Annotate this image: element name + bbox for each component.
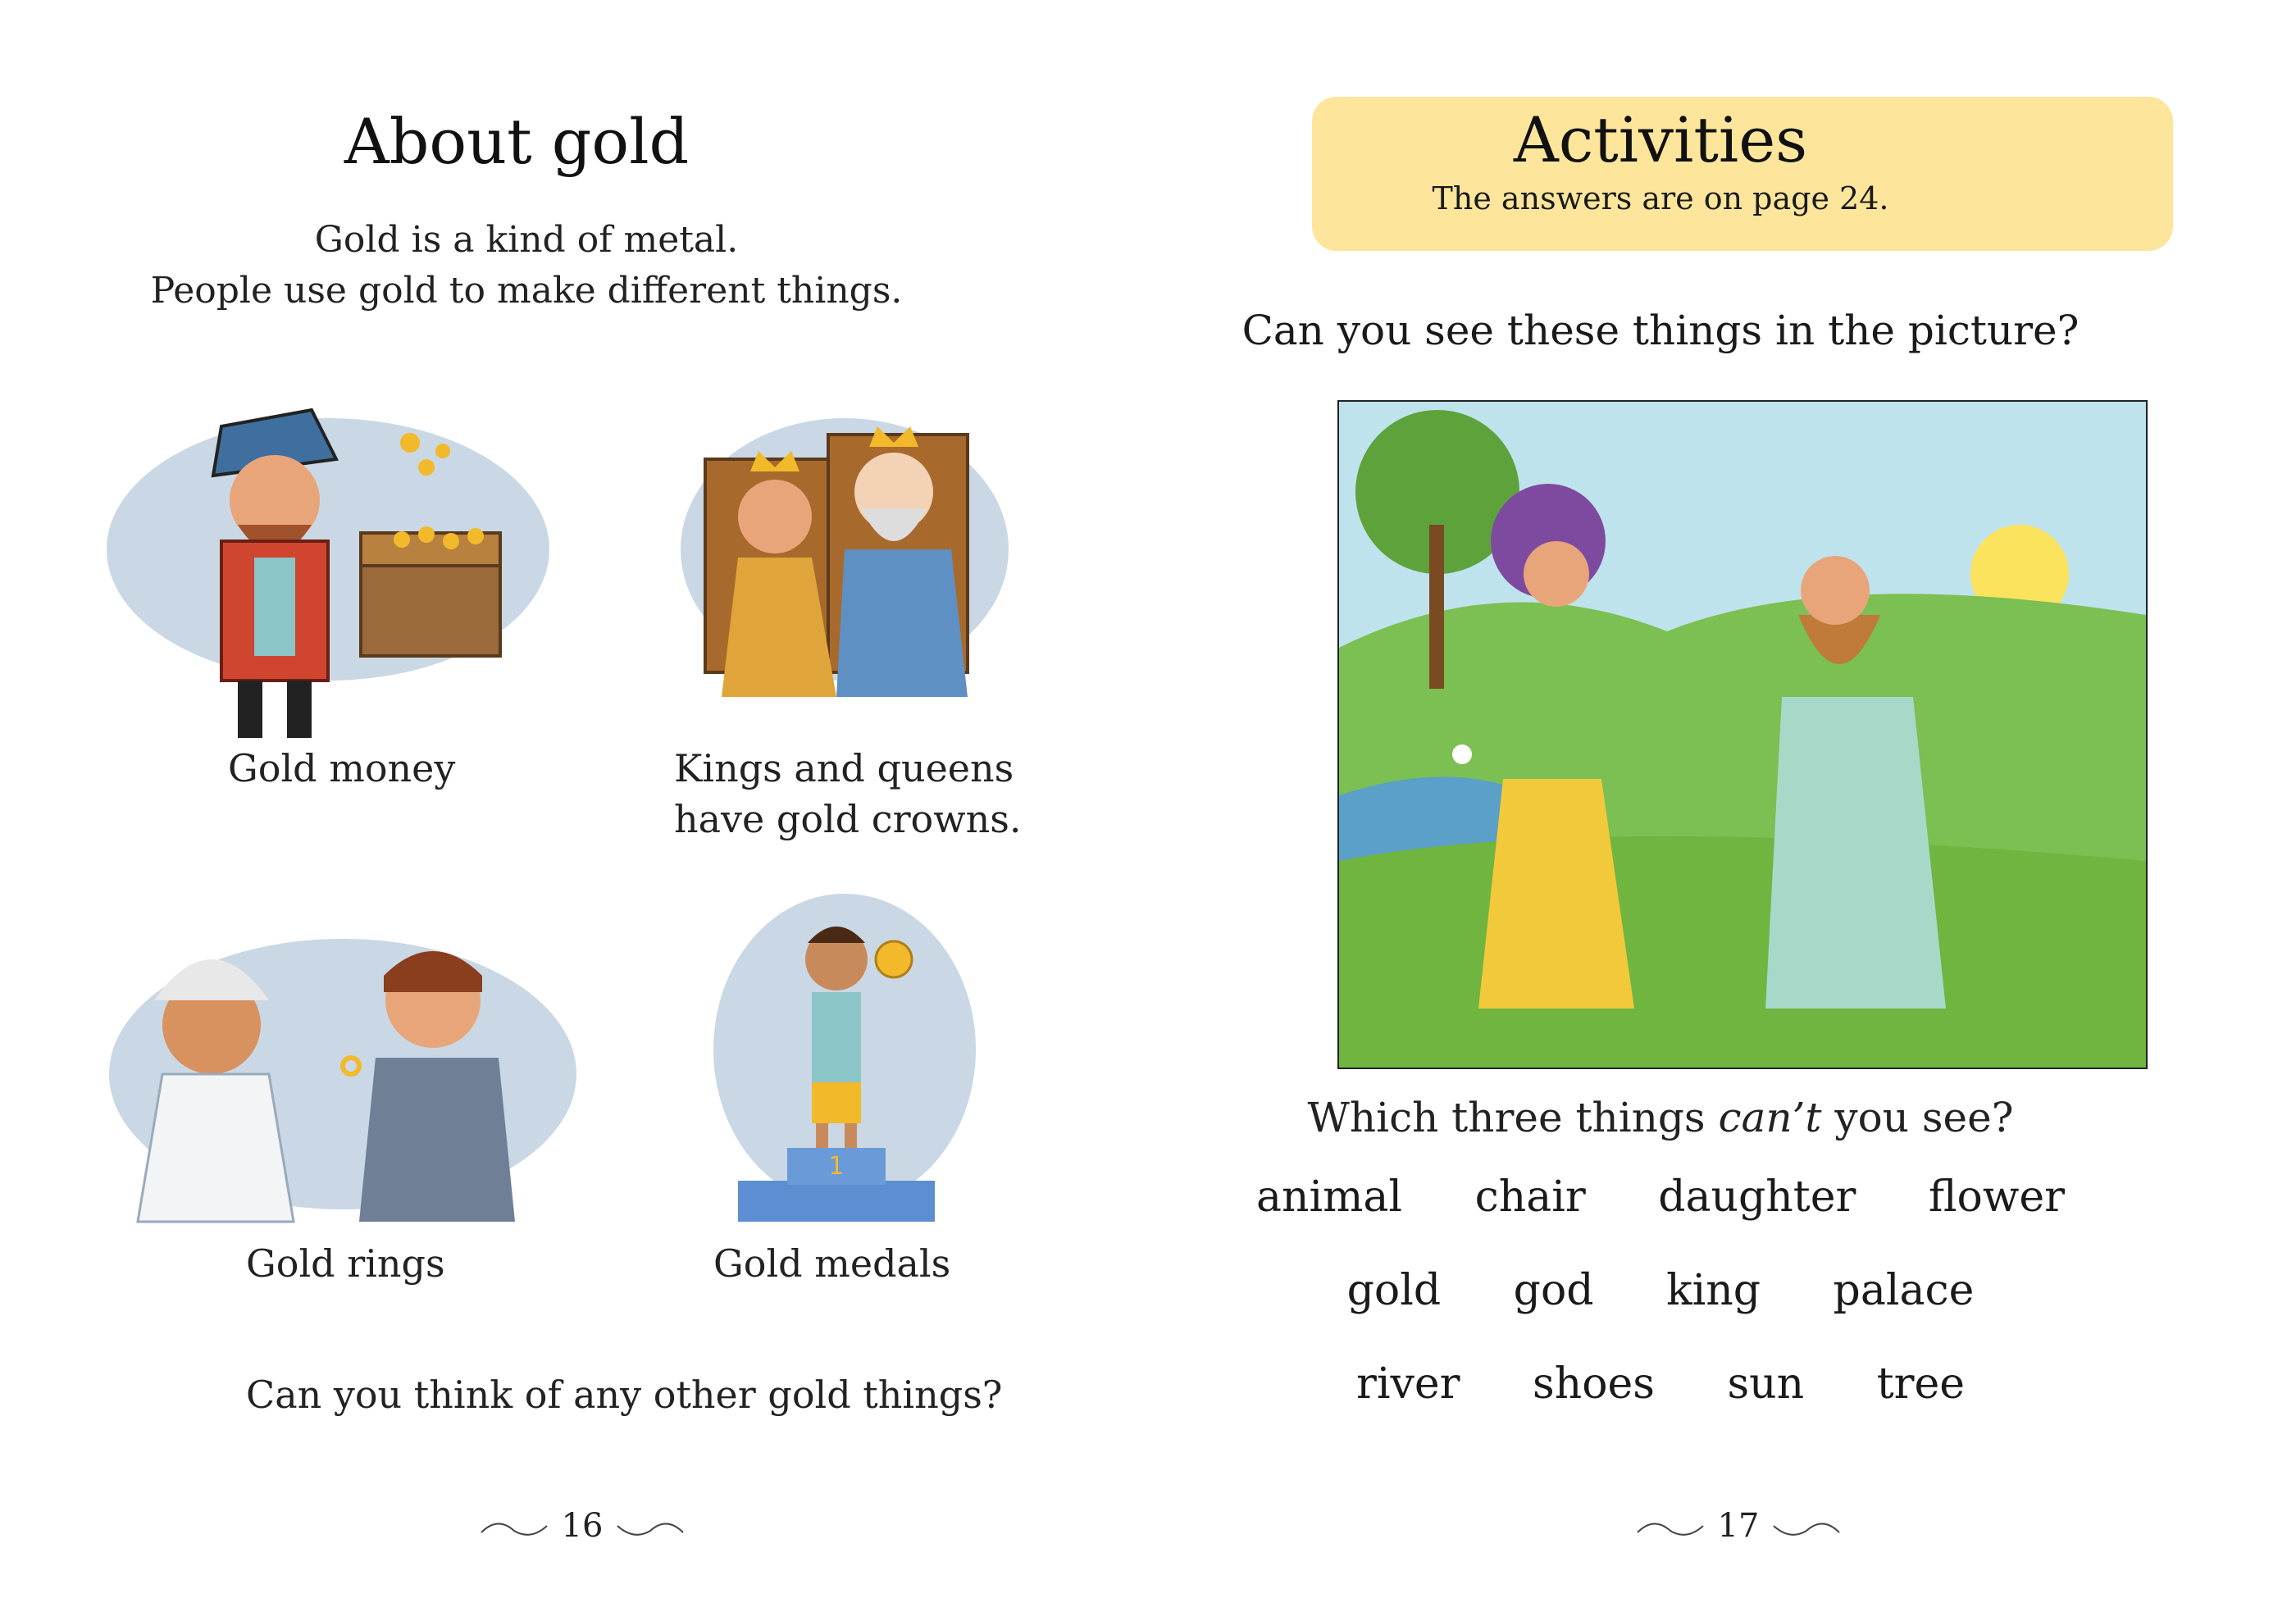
page-number-right xyxy=(1615,1507,1861,1545)
question-cant-see-before: Which three things xyxy=(1307,1094,1719,1141)
ornament-swirl-icon xyxy=(613,1516,687,1541)
intro-line-2: People use gold to make different things. xyxy=(150,270,903,312)
caption-gold-money: Gold money xyxy=(228,746,456,790)
caption-crowns-line-1: Kings and queens xyxy=(674,746,1014,790)
ornament-swirl-icon xyxy=(477,1516,551,1541)
word-item: palace xyxy=(1833,1266,1975,1315)
word-item: daughter xyxy=(1658,1172,1856,1222)
caption-gold-medals: Gold medals xyxy=(713,1241,951,1286)
ornament-swirl-icon xyxy=(1633,1516,1707,1541)
page-number-left xyxy=(459,1507,705,1545)
word-item: sun xyxy=(1727,1359,1805,1409)
svg-text:1: 1 xyxy=(828,1152,845,1181)
activity-scene-illustration xyxy=(1337,400,2148,1069)
question-cant-see-emphasis: can’t xyxy=(1718,1094,1822,1141)
question-other-gold-things: Can you think of any other gold things? xyxy=(246,1373,1003,1417)
word-item: shoes xyxy=(1533,1359,1655,1409)
question-cant-see xyxy=(1086,1094,2234,1141)
word-item: flower xyxy=(1928,1172,2065,1222)
page-number-left-text: 16 xyxy=(561,1507,604,1545)
wedding-rings-illustration xyxy=(105,910,581,1238)
word-item: king xyxy=(1666,1266,1761,1315)
activities-subtitle: The answers are on page 24. xyxy=(1432,180,1889,216)
gold-medal-illustration xyxy=(697,886,976,1230)
king-queen-illustration xyxy=(672,385,1017,730)
word-item: river xyxy=(1355,1359,1460,1409)
word-item: tree xyxy=(1876,1359,1966,1409)
word-row-3 xyxy=(1086,1359,2234,1409)
page-title: About gold xyxy=(344,105,690,178)
activities-title: Activities xyxy=(1513,103,1808,176)
scene-artwork xyxy=(1339,402,2146,1068)
question-see-things: Can you see these things in the picture? xyxy=(1241,307,2080,354)
word-row-2 xyxy=(1086,1266,2234,1315)
word-item: god xyxy=(1513,1266,1594,1315)
right-page xyxy=(1148,0,2296,1621)
page-number-right-text: 17 xyxy=(1717,1507,1760,1545)
question-cant-see-after: you see? xyxy=(1821,1094,2014,1141)
pirate-treasure-illustration xyxy=(98,361,590,746)
caption-gold-rings: Gold rings xyxy=(246,1241,445,1286)
word-item: chair xyxy=(1474,1172,1586,1222)
word-row-1 xyxy=(1086,1172,2234,1222)
word-item: gold xyxy=(1346,1266,1442,1315)
intro-line-1: Gold is a kind of metal. xyxy=(314,219,739,261)
ornament-swirl-icon xyxy=(1770,1516,1843,1541)
caption-crowns-line-2: have gold crowns. xyxy=(674,797,1022,841)
word-item: animal xyxy=(1255,1172,1403,1222)
